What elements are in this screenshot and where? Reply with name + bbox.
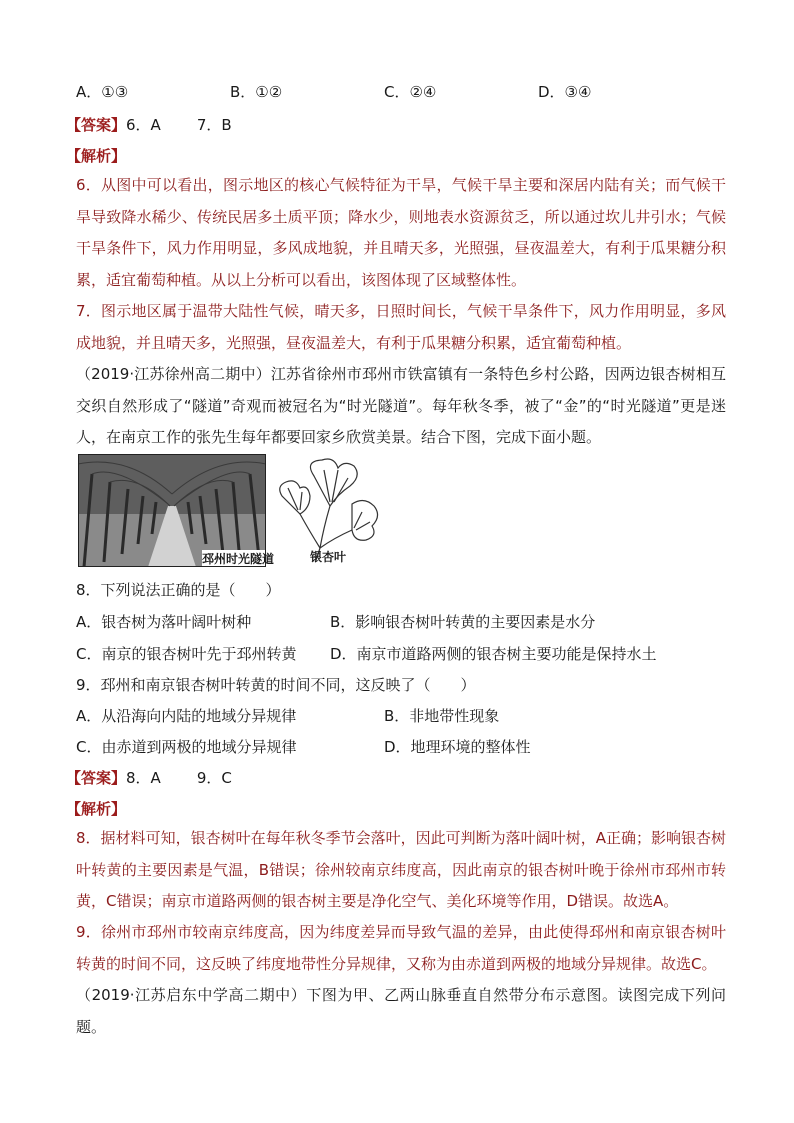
answer-line-1 (66, 115, 232, 135)
q5-option-c: C．②④ (384, 83, 437, 101)
q9-option-d: D．地理环境的整体性 (384, 738, 531, 756)
analysis-heading-1: 【解析】 (66, 147, 127, 165)
explanation-7: 7．图示地区属于温带大陆性气候，晴天多，日照时间长，气候干旱条件下，风力作用明显，多风成地貌，并且晴天多，光照强，昼夜温差大，有利于瓜果糖分积累，适宜葡萄种植。 (76, 302, 726, 352)
photo-caption: 邳州时光隧道 (202, 552, 275, 566)
q9-option-a: A．从沿海向内陆的地域分异规律 (76, 707, 297, 725)
explanation-6: 6．从图中可以看出，图示地区的核心气候特征为干旱，气候干旱主要和深居内陆有关；而气候干旱导致降水稀少、传统民居多土质平顶；降水少，则地表水资源贫乏，所以通过坎儿井引水；气候干旱条件下，风力作用明显，多风成地貌，并且晴天多，光照强，昼夜温差大，有利于瓜果糖分积累，适宜葡萄种植。从以上分析可以看出，该图体现了区域整体性。 (76, 176, 726, 289)
material-paragraph-2: （2019·江苏启东中学高二期中）下图为甲、乙两山脉垂直自然带分布示意图。读图完成下列问题。 (76, 986, 726, 1036)
answer-7: 7．B (196, 116, 232, 134)
q9-stem: 9．邳州和南京银杏树叶转黄的时间不同，这反映了（ ） (76, 676, 476, 694)
explanation-9: 9．徐州市邳州市较南京纬度高，因为纬度差异而导致气温的差异，由此使得邳州和南京银杏树叶转黄的时间不同，这反映了纬度地带性分异规律，又称为由赤道到两极的地域分异规律。故选C。 (76, 923, 726, 973)
explanation-8: 8．据材料可知，银杏树叶在每年秋冬季节会落叶，因此可判断为落叶阔叶树，A正确；影响银杏树叶转黄的主要因素是气温，B错误；徐州较南京纬度高，因此南京的银杏树叶晚于徐州市邳州市转黄，C错误；南京市道路两侧的银杏树主要是净化空气、美化环境等作用，D错误。故选A。 (76, 829, 726, 910)
q8-option-d: D．南京市道路两侧的银杏树主要功能是保持水土 (330, 645, 657, 663)
leaf-caption: 银杏叶 (310, 550, 347, 564)
q8-option-b: B．影响银杏树叶转黄的主要因素是水分 (330, 613, 596, 631)
answer-tag: 【答案】 (66, 116, 127, 134)
q5-option-b: B．①② (230, 83, 283, 101)
figure-ginkgo (78, 454, 388, 569)
q8-option-a: A．银杏树为落叶阔叶树种 (76, 613, 252, 631)
material-paragraph-1: （2019·江苏徐州高二期中）江苏省徐州市邳州市铁富镇有一条特色乡村公路，因两边银杏树相互交织自然形成了“隧道”奇观而被冠名为“时光隧道”。每年秋冬季，被了“金”的“时光隧道”更是迷人，在南京工作的张先生每年都要回家乡欣赏美景。结合下图，完成下面小题。 (76, 365, 726, 446)
q8-stem: 8．下列说法正确的是（ ） (76, 581, 281, 599)
answer-line-2: 【答案】8．A 9．C (66, 769, 232, 787)
q9-option-b: B．非地带性现象 (384, 707, 500, 725)
answer-9: 9．C (196, 769, 232, 787)
q5-option-a: A．①③ (76, 83, 129, 101)
q9-option-c: C．由赤道到两极的地域分异规律 (76, 738, 297, 756)
analysis-heading-2: 【解析】 (66, 800, 127, 818)
answer-6: 6．A (126, 116, 161, 134)
q5-option-d: D．③④ (538, 83, 592, 101)
answer-8: 8．A (126, 769, 161, 787)
q8-option-c: C．南京的银杏树叶先于邳州转黄 (76, 645, 297, 663)
time-tunnel-photo (78, 454, 266, 567)
